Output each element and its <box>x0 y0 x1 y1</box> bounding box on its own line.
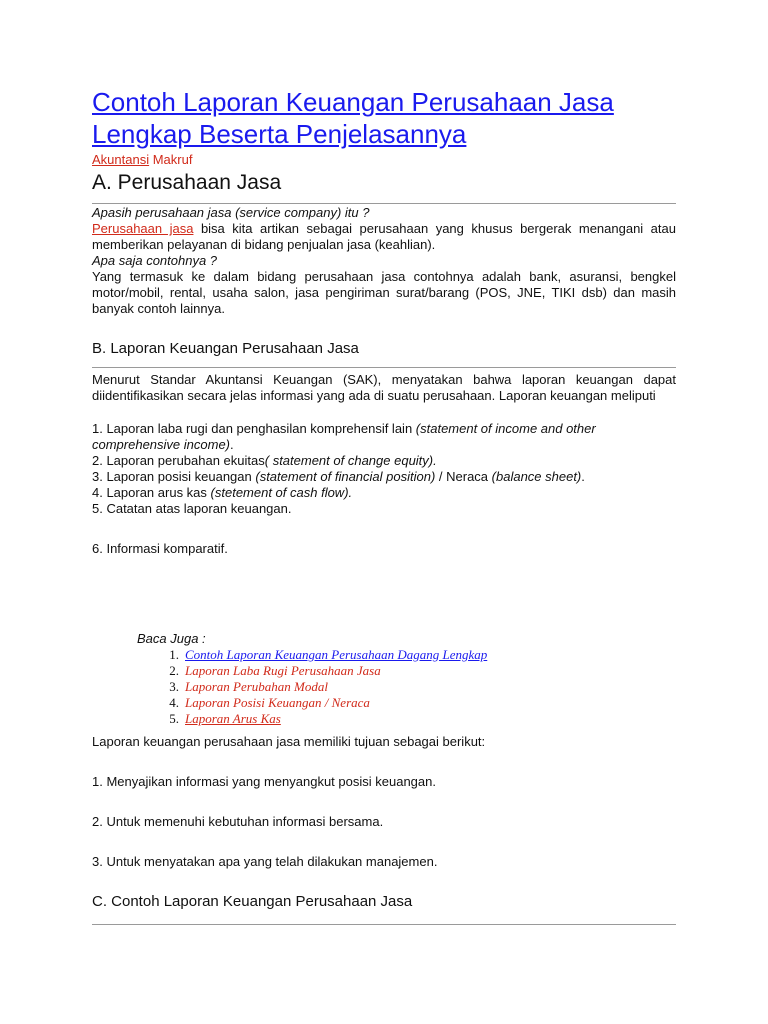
related-item[interactable]: 2. Laporan Laba Rugi Perusahaan Jasa <box>169 663 381 678</box>
article <box>92 86 676 557</box>
related-link[interactable]: Laporan Perubahan Modal <box>185 679 328 694</box>
examples-question: Apa saja contohnya ? <box>92 253 218 268</box>
purpose-intro: Laporan keuangan perusahaan jasa memiliki tujuan sebagai berikut: <box>92 734 486 749</box>
list-item: 1. Menyajikan informasi yang menyangkut posisi keuangan. <box>92 774 436 789</box>
article-meta <box>92 152 676 168</box>
list-item: 2. Laporan perubahan ekuitas( statement of change equity). <box>92 453 437 468</box>
divider <box>92 203 676 204</box>
section-b-heading: B. Laporan Keuangan Perusahaan Jasa <box>92 340 359 357</box>
related-links <box>169 647 488 727</box>
related-item[interactable]: 3. Laporan Perubahan Modal <box>169 679 328 694</box>
related-link[interactable]: Contoh Laporan Keuangan Perusahaan Dagang Lengkap <box>185 647 488 662</box>
related-link[interactable]: Laporan Posisi Keuangan / Neraca <box>185 695 370 710</box>
article-title-link[interactable]: Contoh Laporan Keuangan Perusahaan Jasa Lengkap Beserta Penjelasannya <box>92 87 614 149</box>
author-name[interactable]: Makruf <box>152 152 193 167</box>
baca-juga-label: Baca Juga : <box>137 631 206 646</box>
related-item[interactable]: 1. Contoh Laporan Keuangan Perusahaan Dagang Lengkap <box>169 647 488 662</box>
list-item: 4. Laporan arus kas (stetement of cash flow). <box>92 485 353 500</box>
related-link[interactable]: Laporan Laba Rugi Perusahaan Jasa <box>185 663 381 678</box>
perusahaan-jasa-link[interactable]: Perusahaan jasa <box>92 221 194 236</box>
related-link[interactable]: Laporan Arus Kas <box>185 711 281 726</box>
list-item: 5. Catatan atas laporan keuangan. <box>92 501 292 516</box>
examples-text: Yang termasuk ke dalam bidang perusahaan jasa contohnya adalah bank, asuransi, bengkel motor/mobil, rental, usaha salon, jasa pengiriman surat/barang (POS, JNE, TIKI dsb) dan masih banyak contoh lainnya. <box>92 269 676 316</box>
purpose-section <box>92 734 676 925</box>
related-item[interactable]: 5. Laporan Arus Kas <box>169 711 281 726</box>
section-b-intro: Menurut Standar Akuntansi Keuangan (SAK), menyatakan bahwa laporan keuangan dapat diidentifikasikan secara jelas informasi yang ada di suatu perusahaan. Laporan keuangan meliputi <box>92 372 676 403</box>
list-item: 1. Laporan laba rugi dan penghasilan komprehensif lain (statement of income and other comprehensive income). <box>92 421 596 452</box>
section-a-definition <box>92 221 676 253</box>
related-item[interactable]: 4. Laporan Posisi Keuangan / Neraca <box>169 695 370 710</box>
list-item: 2. Untuk memenuhi kebutuhan informasi bersama. <box>92 814 384 829</box>
list-item: 3. Laporan posisi keuangan (statement of financial position) / Neraca (balance sheet). <box>92 469 585 484</box>
list-item: 3. Untuk menyatakan apa yang telah dilakukan manajemen. <box>92 854 438 869</box>
category-link[interactable]: Akuntansi <box>92 152 150 167</box>
section-a-heading: A. Perusahaan Jasa <box>92 171 282 194</box>
report-list <box>92 421 676 517</box>
divider <box>92 924 676 925</box>
section-a-question: Apasih perusahaan jasa (service company) itu ? <box>92 205 370 220</box>
list-item: 6. Informasi komparatif. <box>92 541 228 556</box>
section-c-heading: C. Contoh Laporan Keuangan Perusahaan Jasa <box>92 893 413 910</box>
definition-text: bisa kita artikan sebagai perusahaan yang khusus bergerak menangani atau memberikan pelayanan di bidang penjualan jasa (keahlian). <box>92 221 676 252</box>
divider <box>92 367 676 368</box>
